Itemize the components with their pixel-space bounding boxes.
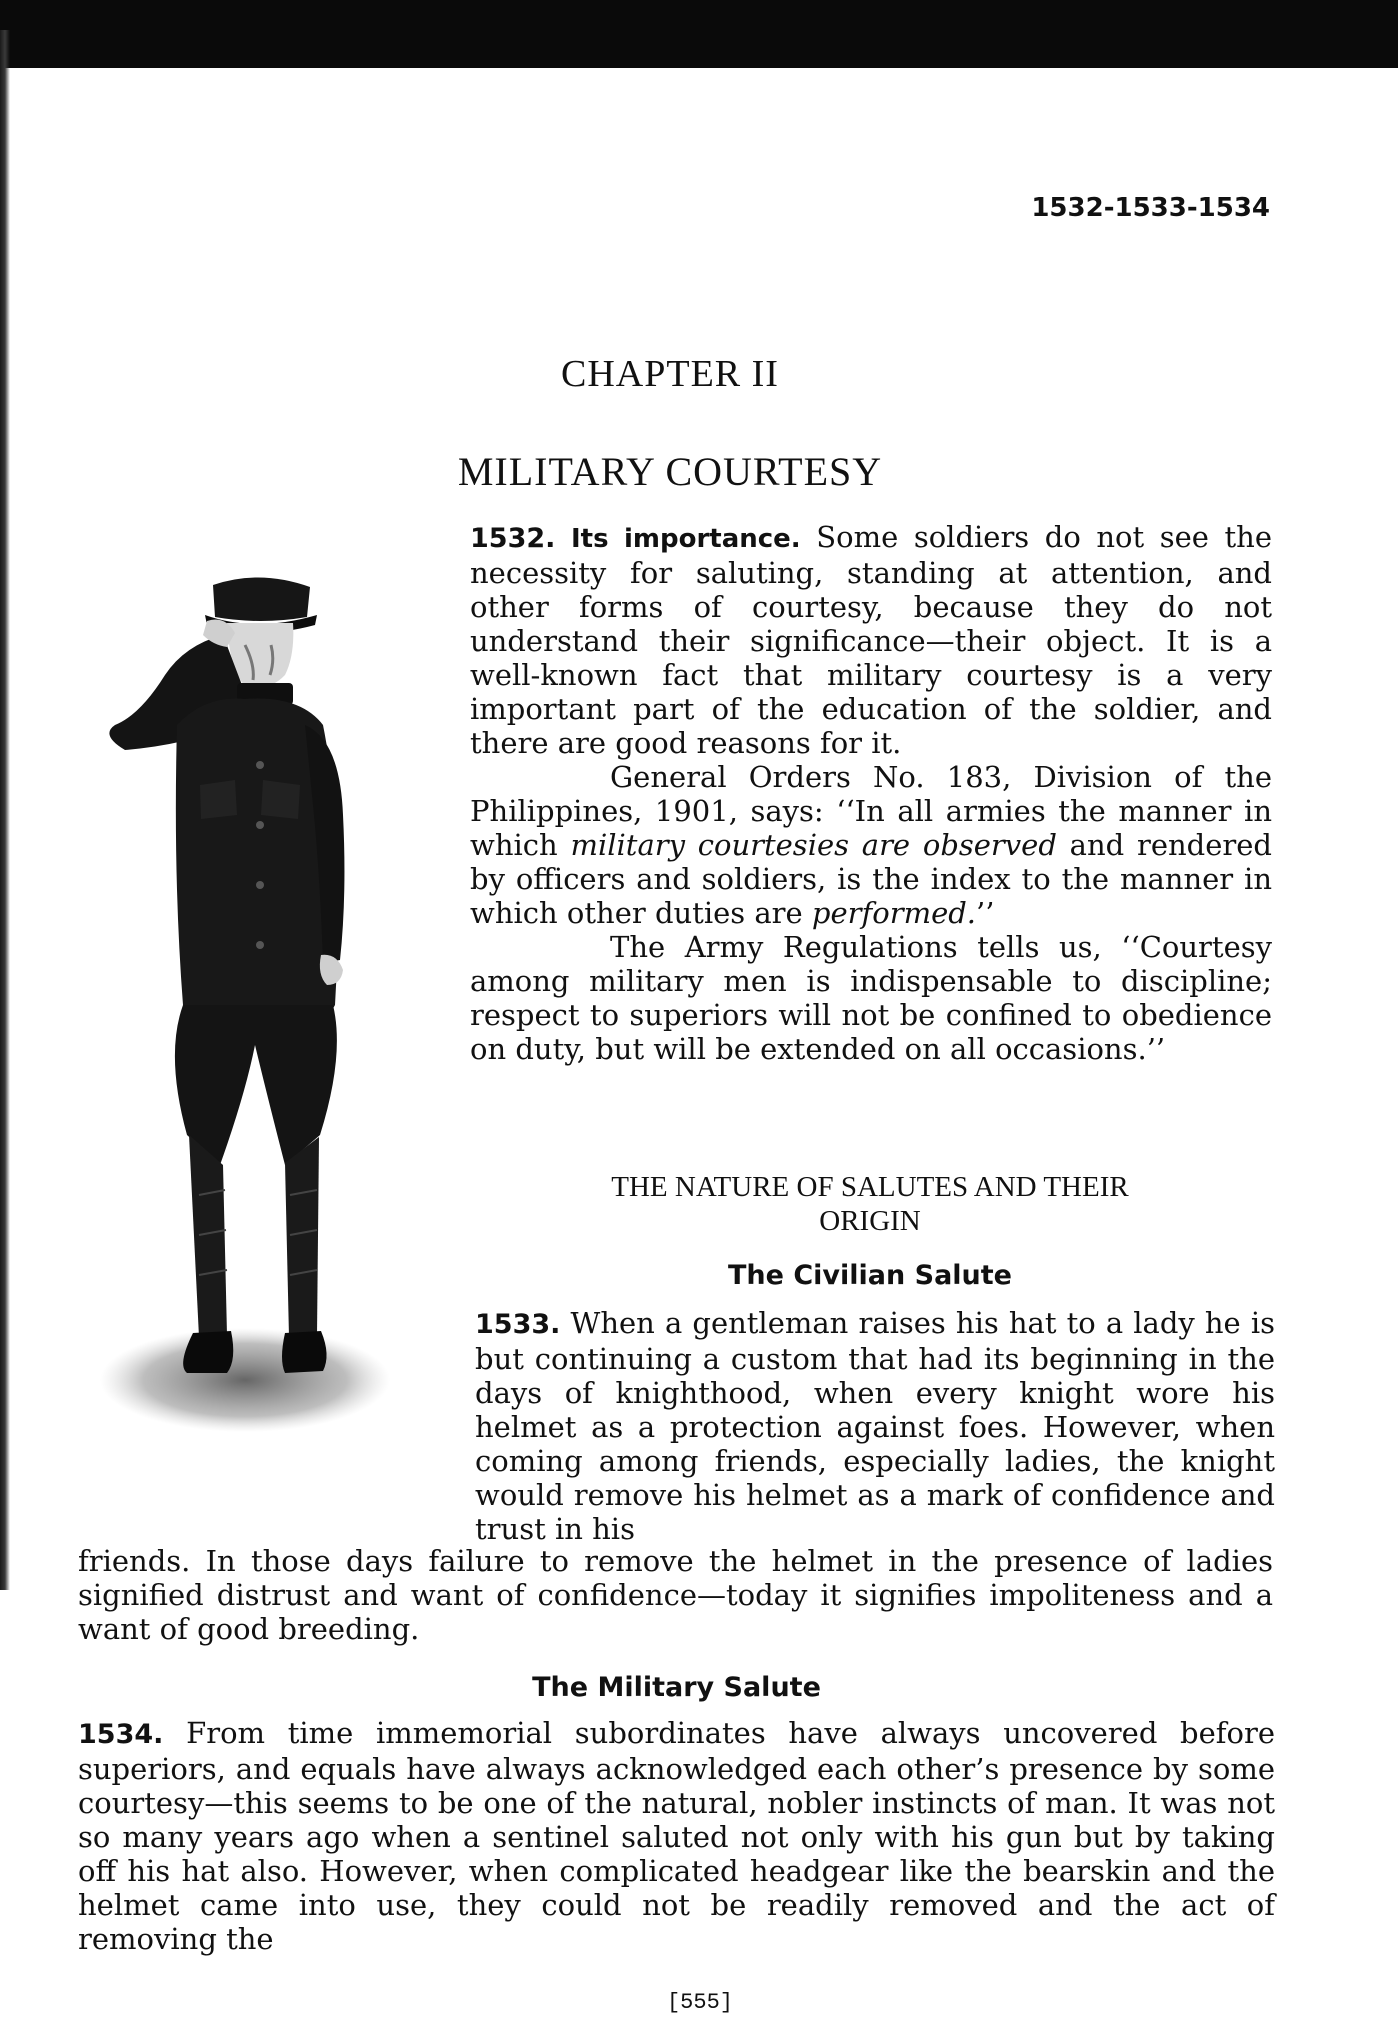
section-heading-line: ORIGIN: [819, 1205, 921, 1237]
cap-shape: [213, 577, 310, 621]
right-leg: [285, 1137, 319, 1337]
paragraph-1533-continued: friends. In those days failure to remove the helmet in the presence of ladies signified distrust and want of confidence—today it signifies impoliteness and a want of good breeding.: [78, 1544, 1273, 1646]
quote-italic: military courtesies are observed: [570, 828, 1057, 862]
right-shoe: [282, 1331, 327, 1373]
paragraph-1534: [78, 1716, 1275, 1956]
paragraph-text: When a gentleman raises his hat to a lady he is but continuing a custom that had its beginning in the days of knighthood, when every knight wore his helmet as a protection against foes. However, when coming among friends, especially ladies, the knight would remove his helmet as a mark of confidence and trust in his: [475, 1306, 1275, 1546]
paragraph-1532: [470, 520, 1272, 1066]
chapter-title: MILITARY COURTESY: [457, 449, 883, 494]
coat-button: [256, 941, 264, 949]
coat-button: [256, 761, 264, 769]
section-heading: [470, 1170, 1270, 1238]
army-regulations-quote: The Army Regulations tells us, ‘‘Courtesy among military men is indispensable to discipline; respect to superiors will not be confined to obedience on duty, but will be extended on all occasions.’’: [470, 930, 1272, 1066]
general-orders-quote: [470, 760, 1272, 930]
subheading-civilian-salute: The Civilian Salute: [728, 1260, 1012, 1291]
paragraph-text: From time immemorial subordinates have always uncovered before superiors, and equals have always acknowledged each other’s presence by some courtesy—this seems to be one of the natural, nobler instincts of man. It was not so many years ago when a sentinel saluted not only with his gun but by taking off his hat also. However, when complicated headgear like the bearskin and the helmet came into use, they could not be readily removed and the act of removing the: [78, 1716, 1276, 1956]
paragraph-1533: [475, 1306, 1275, 1546]
paragraph-number: 1534.: [78, 1719, 164, 1750]
quote-text: and rendered by officers and soldiers, is the index to the manner in which other duties are: [470, 828, 1272, 930]
quote-text: General Orders No. 183, Division of the Philippines, 1901, says: ‘‘In all armies the manner in which: [470, 760, 1272, 862]
breeches: [175, 1005, 337, 1165]
coat-button: [256, 881, 264, 889]
paragraph-heading: Its importance.: [570, 524, 801, 554]
page-header-number: 1532-1533-1534: [1031, 193, 1270, 223]
ground-shadow: [100, 1328, 390, 1432]
scan-left-edge: [0, 30, 10, 1590]
subheading-military-salute: The Military Salute: [532, 1672, 821, 1703]
paragraph-number: 1533.: [475, 1309, 561, 1340]
quote-close: ’’: [976, 896, 995, 930]
saluting-soldier-illustration: [95, 575, 425, 1475]
paragraph-text: Some soldiers do not see the necessity for saluting, standing at attention, and other forms of courtesy, because they do not understand their significance—their object. It is a well-known fact that military courtesy is a very important part of the education of the soldier, and there are good reasons for it.: [470, 520, 1272, 760]
paragraph-number: 1532.: [470, 523, 556, 554]
page-number: [555]: [666, 1990, 733, 2015]
section-heading-line: THE NATURE OF SALUTES AND THEIR: [611, 1171, 1129, 1203]
coat-button: [256, 821, 264, 829]
chapter-heading: CHAPTER II: [561, 353, 779, 395]
quote-italic: performed.: [811, 896, 977, 930]
scan-top-bar: [0, 0, 1398, 68]
left-leg: [189, 1135, 227, 1337]
